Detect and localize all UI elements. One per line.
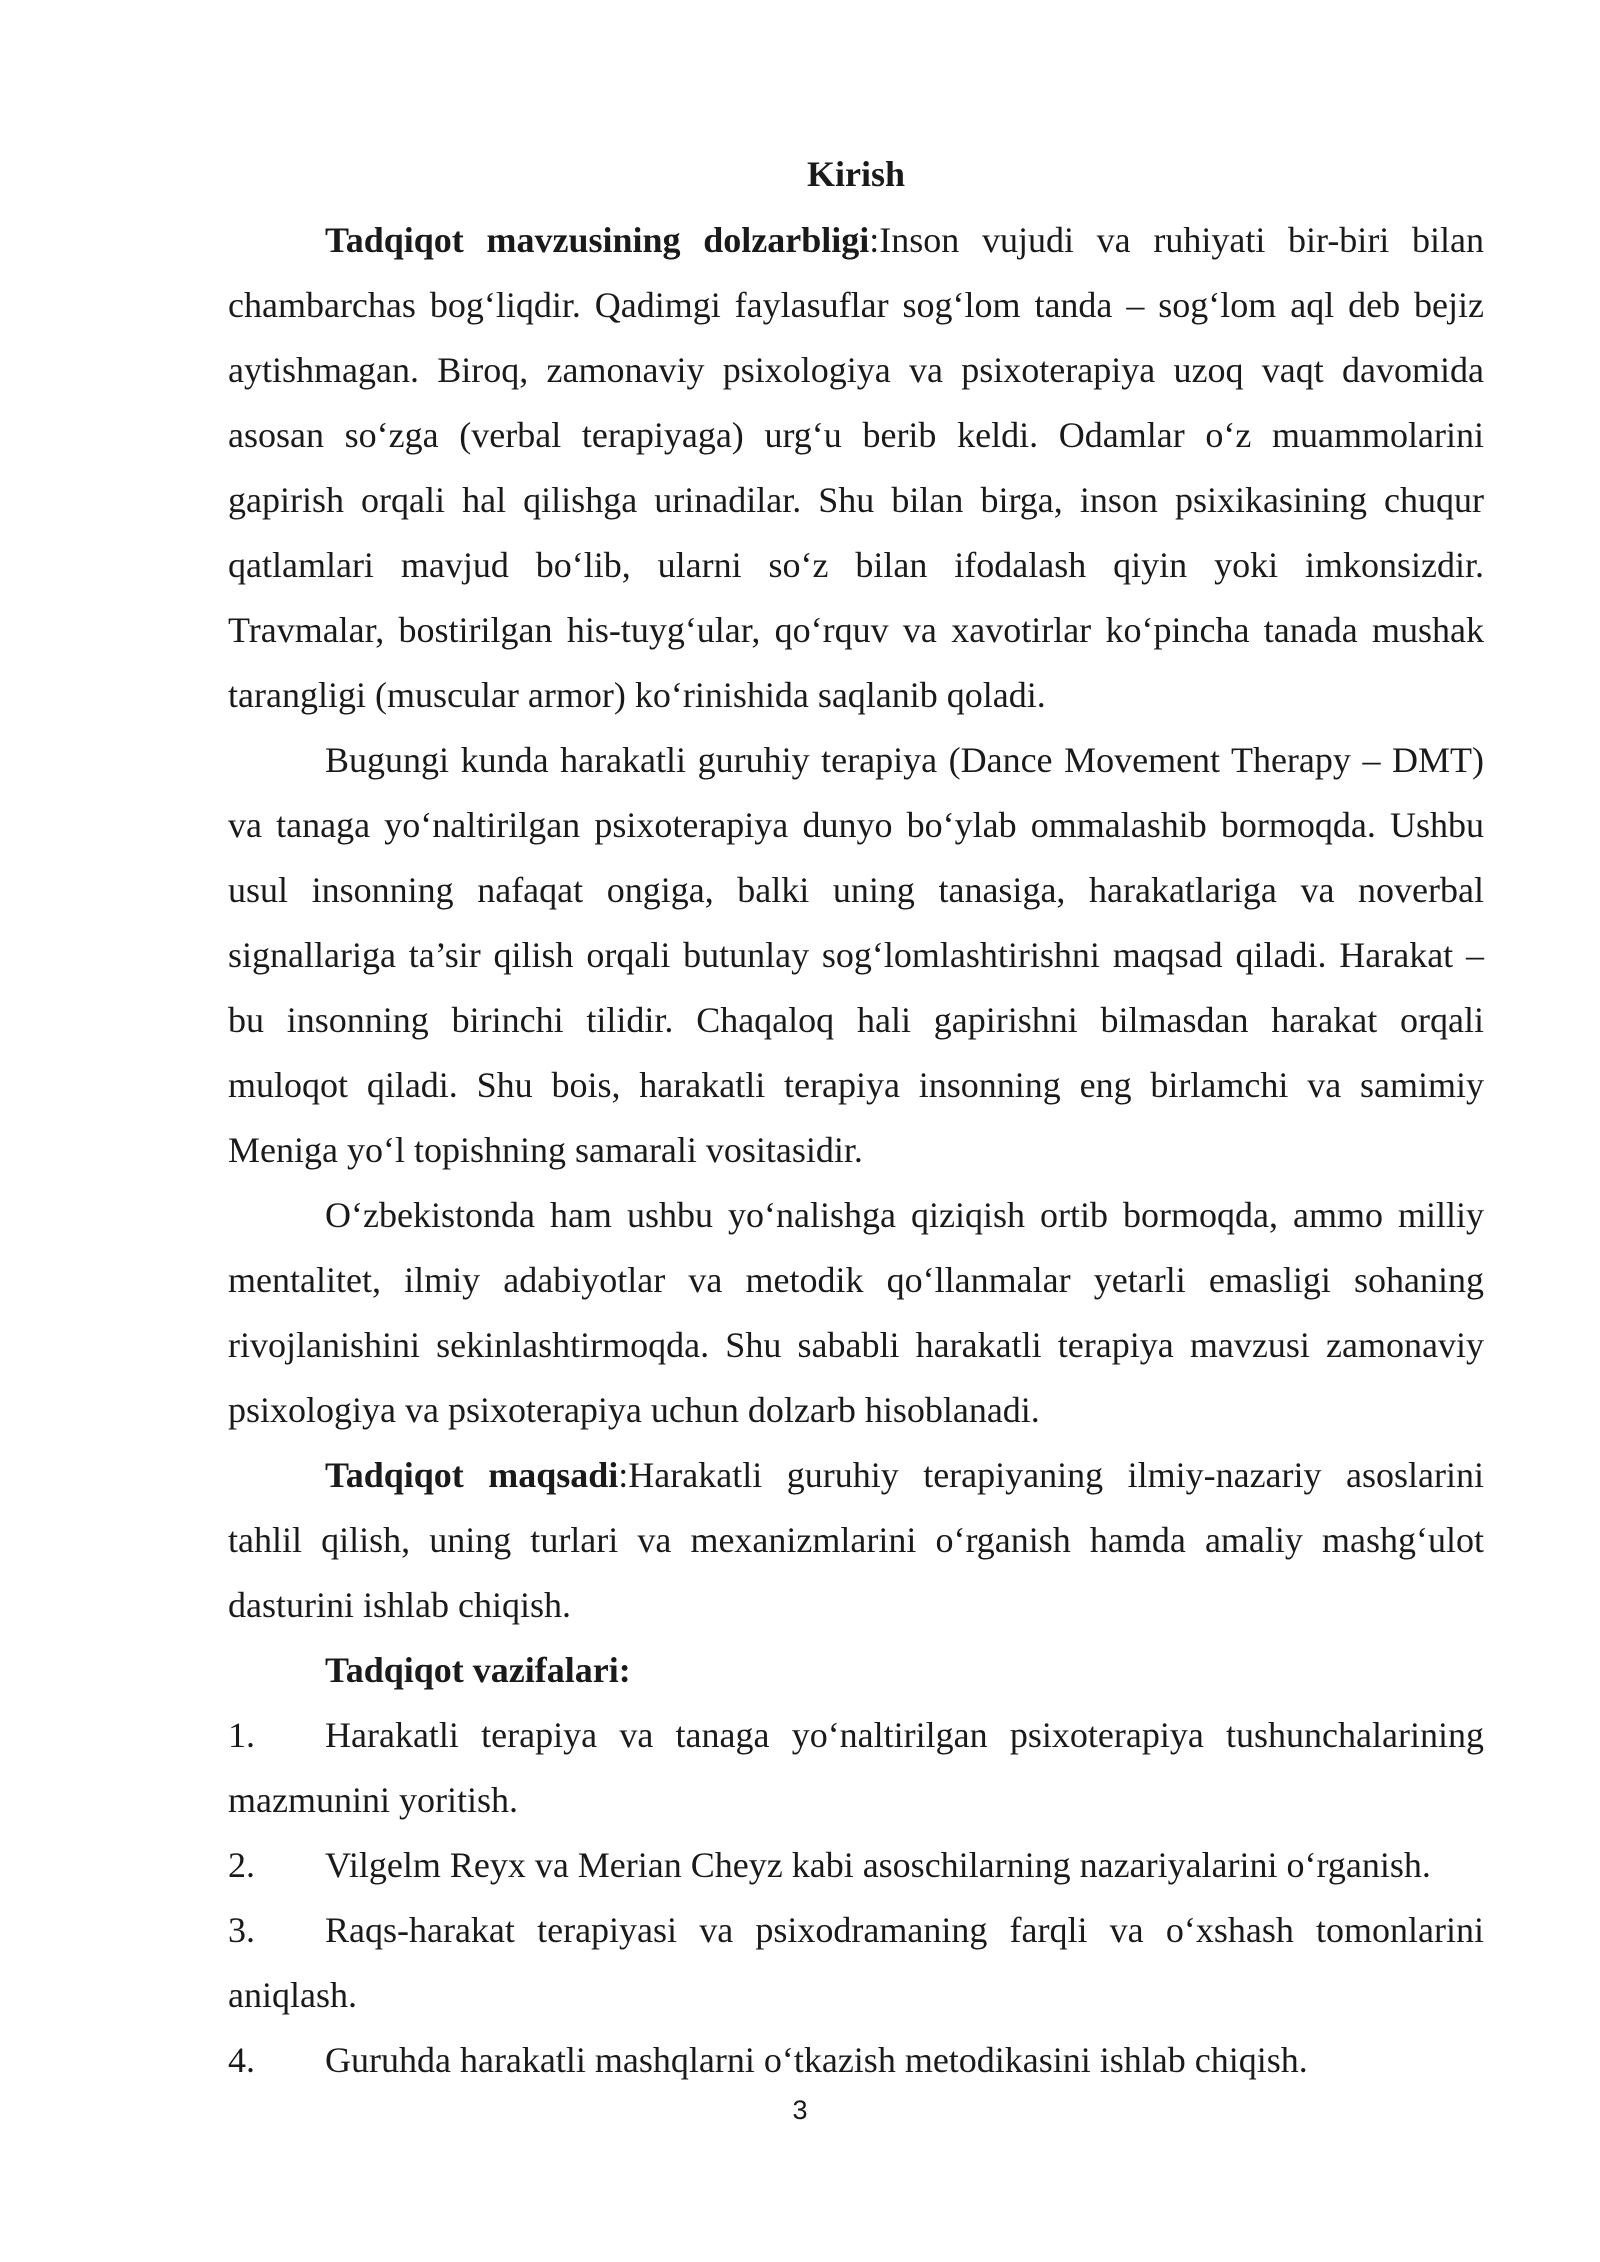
list-number: 2. xyxy=(228,1845,255,1885)
paragraph-text: :Harakatli guruhiy terapiyaning ilmiy-nazariy asoslarini tahlil qilish, uning turlari va mexanizmlarini o‘rganish hamda amaliy mashg‘ulot dasturini ishlab chiqish. xyxy=(228,1455,1484,1625)
paragraph-heading: Tadqiqot vazifalari: xyxy=(325,1650,631,1690)
list-number: 1. xyxy=(228,1715,255,1755)
paragraph-relevance xyxy=(228,208,1484,728)
paragraph-uzbekistan xyxy=(228,1183,1484,1443)
paragraph-aim xyxy=(228,1443,1484,1638)
document-body xyxy=(228,208,1484,2093)
paragraph-tasks-heading xyxy=(228,1638,1484,1703)
page-number: 3 xyxy=(792,2095,808,2125)
list-text: Guruhda harakatli mashqlarni o‘tkazish metodikasini ishlab chiqish. xyxy=(325,2040,1308,2080)
list-text: Harakatli terapiya va tanaga yo‘naltirilgan psixoterapiya tushunchalarining mazmunini yoritish. xyxy=(228,1715,1484,1820)
list-item xyxy=(228,1898,1484,2028)
list-text: Raqs-harakat terapiyasi va psixodramaning farqli va o‘xshash tomonlarini aniqlash. xyxy=(228,1910,1484,2015)
list-item xyxy=(228,1833,1484,1898)
list-item xyxy=(228,1703,1484,1833)
paragraph-dmt xyxy=(228,728,1484,1183)
section-title: Kirish xyxy=(806,154,905,194)
list-text: Vilgelm Reyx va Merian Cheyz kabi asoschilarning nazariyalarini o‘rganish. xyxy=(325,1845,1431,1885)
paragraph-heading: Tadqiqot maqsadi xyxy=(325,1455,619,1495)
paragraph-text: Bugungi kunda harakatli guruhiy terapiya (Dance Movement Therapy – DMT) va tanaga yo‘naltirilgan psixoterapiya dunyo bo‘ylab ommalashib bormoqda. Ushbu usul insonning nafaqat ongiga, balki uning tanasiga, harakatlariga va noverbal signallariga ta’sir qilish orqali butunlay sog‘lomlashtirishni maqsad qiladi. Harakat – bu insonning birinchi tilidir. Chaqaloq hali gapirishni bilmasdan harakat orqali muloqot qiladi. Shu bois, harakatli terapiya insonning eng birlamchi va samimiy Meniga yo‘l topishning samarali vositasidir. xyxy=(228,740,1484,1170)
paragraph-text: O‘zbekistonda ham ushbu yo‘nalishga qiziqish ortib bormoqda, ammo milliy mentalitet, ilmiy adabiyotlar va metodik qo‘llanmalar yetarli emasligi sohaning rivojlanishini sekinlashtirmoqda. Shu sababli harakatli terapiya mavzusi zamonaviy psixologiya va psixoterapiya uchun dolzarb hisoblanadi. xyxy=(228,1195,1484,1430)
list-number: 3. xyxy=(228,1910,255,1950)
paragraph-heading: Tadqiqot mavzusining dolzarbligi xyxy=(325,220,870,260)
list-number: 4. xyxy=(228,2040,255,2080)
list-item xyxy=(228,2028,1484,2093)
paragraph-text: :Inson vujudi va ruhiyati bir-biri bilan chambarchas bog‘liqdir. Qadimgi faylasuflar sog‘lom tanda – sog‘lom aql deb bejiz aytishmagan. Biroq, zamonaviy psixologiya va psixoterapiya uzoq vaqt davomida asosan so‘zga (verbal terapiyaga) urg‘u berib keldi. Odamlar o‘z muammolarini gapirish orqali hal qilishga urinadilar. Shu bilan birga, inson psixikasining chuqur qatlamlari mavjud bo‘lib, ularni so‘z bilan ifodalash qiyin yoki imkonsizdir. Travmalar, bostirilgan his-tuyg‘ular, qo‘rquv va xavotirlar ko‘pincha tanada mushak tarangligi (muscular armor) ko‘rinishida saqlanib qoladi. xyxy=(228,220,1484,715)
